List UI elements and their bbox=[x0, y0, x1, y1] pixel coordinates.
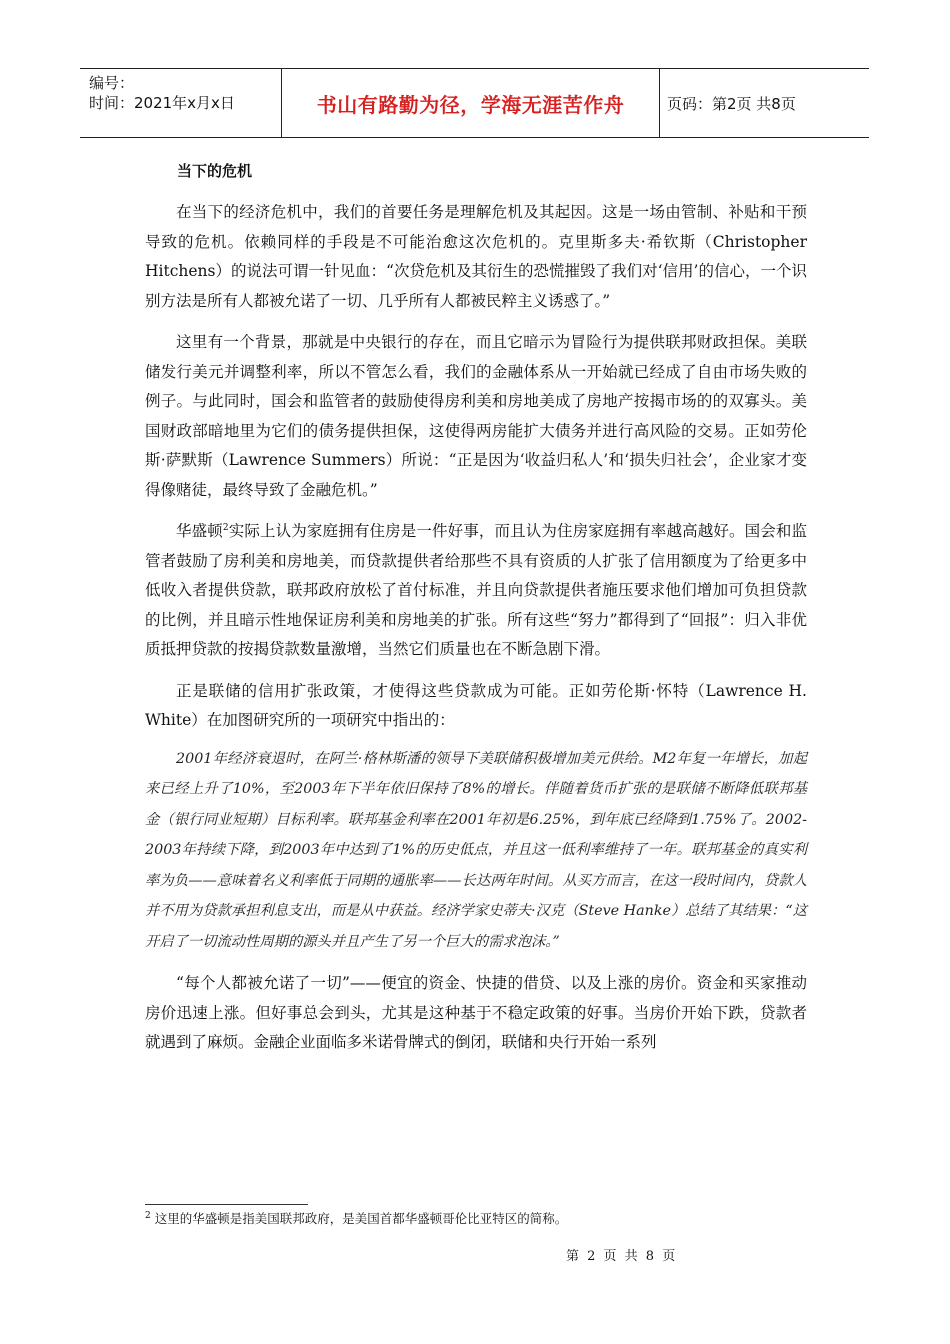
section-title: 当下的危机 bbox=[177, 162, 253, 180]
document-date: 时间：2021年x月x日 bbox=[89, 94, 235, 112]
header-page-info: 页码：第2页 共8页 bbox=[667, 94, 796, 113]
body-paragraph-5: “每个人都被允诺了一切”——便宜的资金、快捷的借贷、以及上涨的房价。资金和买家推动房价迅速上涨。但好事总会到头，尤其是这种基于不稳定政策的好事。当房价开始下跌，贷款者就遇到了麻烦。金融企业面临多米诺骨牌式的倒闭，联储和央行开始一系列 bbox=[145, 974, 807, 1051]
body-paragraph-4: 正是联储的信用扩张政策，才使得这些贷款成为可能。正如劳伦斯·怀特（Lawrence H. White）在加图研究所的一项研究中指出的： bbox=[145, 681, 807, 729]
footnote bbox=[145, 1210, 567, 1228]
body-paragraph-2: 这里有一个背景，那就是中央银行的存在，而且它暗示为冒险行为提供联邦财政担保。美联储发行美元并调整利率，所以不管怎么看，我们的金融体系从一开始就已经成了自由市场失败的例子。与此同时，国会和监管者的鼓励使得房利美和房地美成了房地产按揭市场的的双寡头。美国财政部暗地里为它们的债务提供担保，这使得两房能扩大债务并进行高风险的交易。正如劳伦斯·萨默斯（Lawrence Summers）所说：“正是因为‘收益归私人’和‘损失归社会’，企业家才变得像赌徒，最终导致了金融危机。” bbox=[145, 333, 807, 499]
para3-rest: 实际上认为家庭拥有住房是一件好事，而且认为住房家庭拥有率越高越好。国会和监管者鼓励了房利美和房地美，而贷款提供者给那些不具有资质的人扩张了信用额度为了给更多中低收入者提供贷款，联邦政府放松了首付标准，并且向贷款提供者施压要求他们增加可负担贷款的比例，并且暗示性地保证房利美和房地美的扩张。所有这些“努力”都得到了“回报”：归入非优质抵押贷款的按揭贷款数量激增，当然它们质量也在不断急剧下滑。 bbox=[145, 522, 807, 658]
body-paragraph-3 bbox=[145, 517, 807, 665]
footnote-separator bbox=[145, 1204, 308, 1205]
header-meta bbox=[80, 69, 282, 137]
footnote-text: 这里的华盛顿是指美国联邦政府，是美国首都华盛顿哥伦比亚特区的简称。 bbox=[150, 1211, 568, 1226]
footnote-reference[interactable]: 2 bbox=[222, 522, 229, 533]
block-quote: 2001年经济衰退时，在阿兰·格林斯潘的领导下美联储积极增加美元供给。M2年复一年增长，加起来已经上升了10%，至2003年下半年依旧保持了8%的增长。伴随着货币扩张的是联储不断降低联邦基金（银行同业短期）目标利率。联邦基金利率在2001年初是6.25%，到年底已经降到1.75%了。2002-2003年持续下降，到2003年中达到了1%的历史低点，并且这一低利率维持了一年。联邦基金的真实利率为负——意味着名义利率低于同期的通胀率——长达两年时间。从买方而言，在这一段时间内，贷款人并不用为贷款承担利息支出，而是从中获益。经济学家史蒂夫·汉克（Steve Hanke）总结了其结果：“这开启了一切流动性周期的源头并且产生了另一个巨大的需求泡沫。” bbox=[145, 750, 807, 950]
footnote-marker: 2 bbox=[145, 1210, 151, 1221]
page-footer-number: 第 2 页 共 8 页 bbox=[566, 1249, 676, 1264]
para3-lead: 华盛顿 bbox=[176, 522, 223, 540]
document-body bbox=[145, 158, 807, 1058]
document-number-label: 编号： bbox=[89, 74, 135, 92]
body-paragraph-1: 在当下的经济危机中，我们的首要任务是理解危机及其起因。这是一场由管制、补贴和干预导致的危机。依赖同样的手段是不可能治愈这次危机的。克里斯多夫·希钦斯（Christopher Hitchens）的说法可谓一针见血：“次贷危机及其衍生的恐慌摧毁了我们对‘信用’的信心，一个识别方法是所有人都被允诺了一切、几乎所有人都被民粹主义诱惑了。” bbox=[145, 203, 807, 310]
header-motto: 书山有路勤为径，学海无涯苦作舟 bbox=[282, 69, 660, 137]
page-header bbox=[80, 68, 869, 138]
